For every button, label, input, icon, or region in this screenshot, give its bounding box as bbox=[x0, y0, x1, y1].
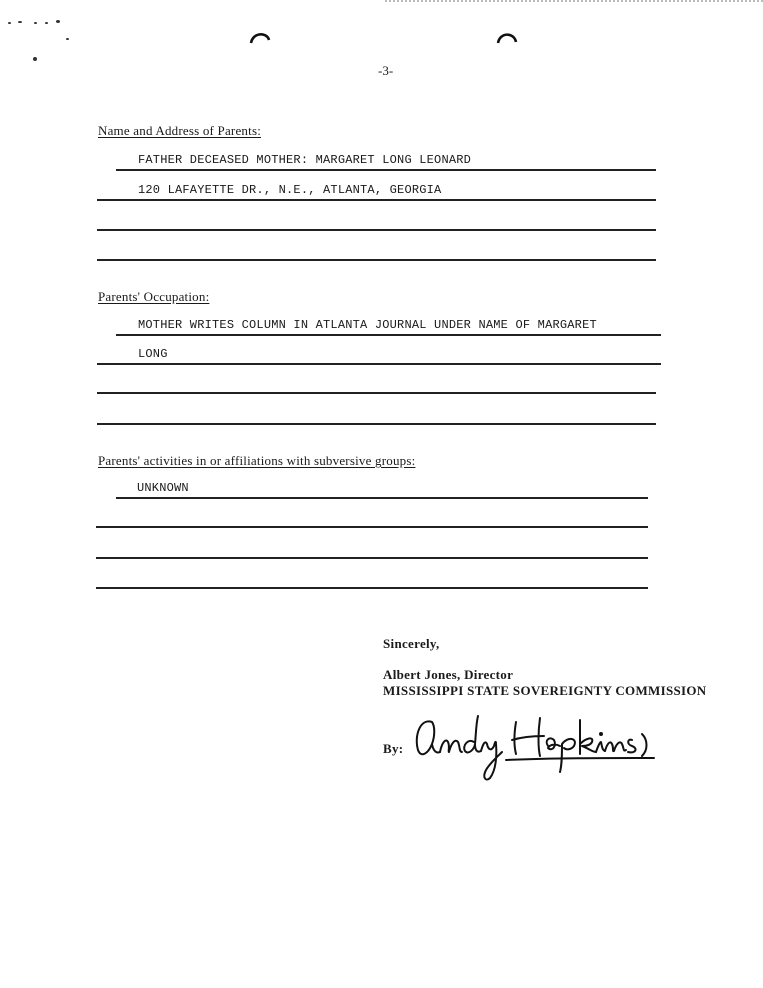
form-rule bbox=[97, 363, 661, 365]
form-rule bbox=[97, 392, 656, 394]
punch-hole-mark-left bbox=[249, 30, 271, 44]
form-rule bbox=[96, 526, 648, 528]
form-rule bbox=[97, 199, 656, 201]
form-rule bbox=[116, 169, 656, 171]
signer-organization: MISSISSIPPI STATE SOVEREIGNTY COMMISSION bbox=[383, 683, 707, 698]
form-rule bbox=[97, 423, 656, 425]
section-label-parents-name-address: Name and Address of Parents: bbox=[98, 123, 262, 138]
punch-hole-mark-right bbox=[496, 30, 518, 44]
form-rule bbox=[116, 497, 648, 499]
section-label-parents-occupation: Parents' Occupation: bbox=[98, 289, 210, 304]
form-rule bbox=[96, 557, 648, 559]
scan-speck bbox=[18, 21, 22, 23]
page-number: -3- bbox=[378, 63, 394, 78]
form-rule bbox=[97, 259, 656, 261]
occupation-line-2: LONG bbox=[138, 347, 168, 361]
signer-name-title: Albert Jones, Director bbox=[383, 667, 514, 682]
parents-address-line: 120 LAFAYETTE DR., N.E., ATLANTA, GEORGIA bbox=[138, 183, 442, 197]
scan-speck bbox=[45, 22, 48, 24]
form-rule bbox=[96, 587, 648, 589]
form-rule bbox=[97, 229, 656, 231]
closing-salutation: Sincerely, bbox=[383, 636, 440, 651]
subversive-activities-entry: UNKNOWN bbox=[137, 481, 189, 495]
by-label: By: bbox=[383, 741, 404, 756]
scan-speck bbox=[66, 38, 69, 40]
occupation-line-1: MOTHER WRITES COLUMN IN ATLANTA JOURNAL UNDER NAME OF MARGARET bbox=[138, 318, 597, 332]
handwritten-signature bbox=[402, 708, 658, 784]
scan-speck bbox=[56, 20, 60, 23]
scan-speck bbox=[8, 22, 11, 24]
parents-name-line: FATHER DECEASED MOTHER: MARGARET LONG LEONARD bbox=[138, 153, 472, 167]
section-label-subversive-activities: Parents' activities in or affiliations with subversive groups: bbox=[98, 453, 416, 468]
scan-speck bbox=[33, 57, 37, 61]
form-rule bbox=[116, 334, 661, 336]
scan-edge-dots bbox=[385, 0, 763, 4]
scan-speck bbox=[34, 22, 37, 24]
